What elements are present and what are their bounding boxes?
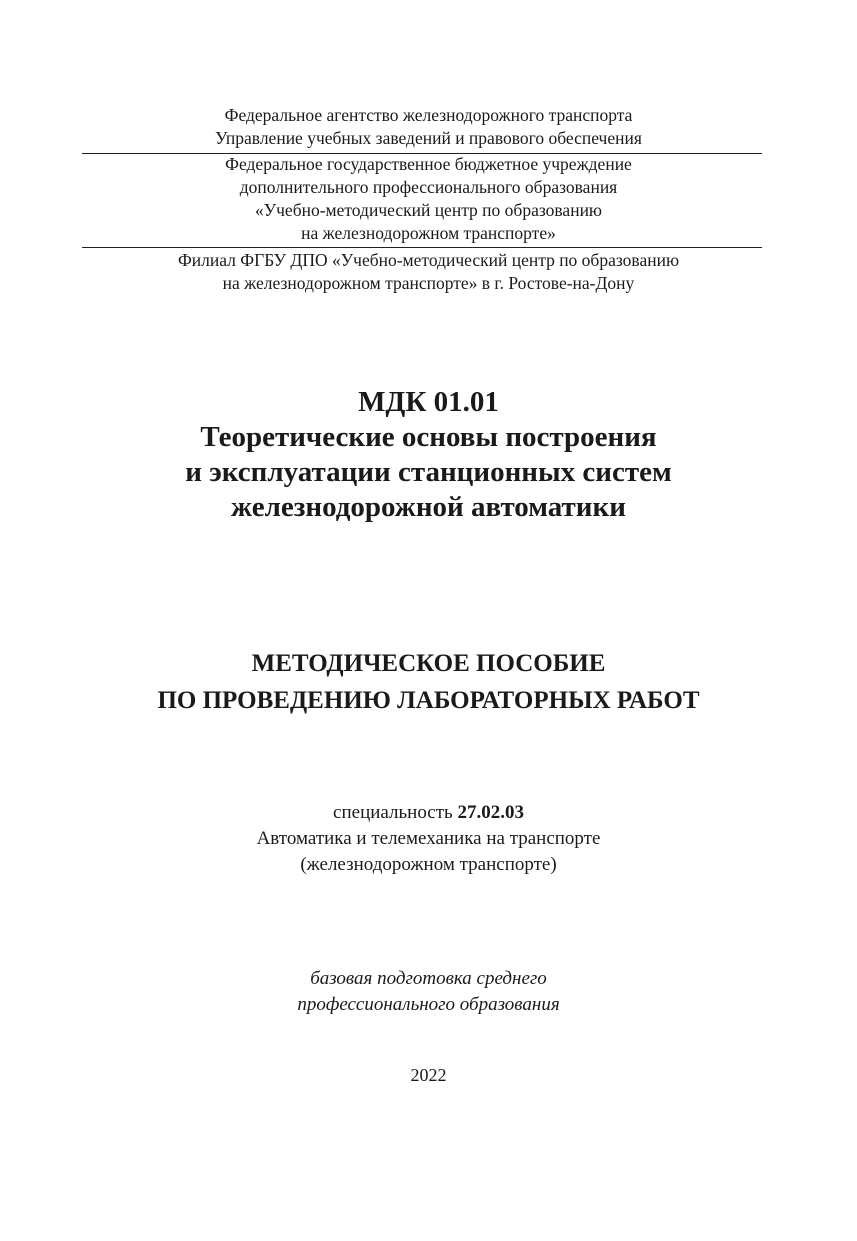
subtitle-line: МЕТОДИЧЕСКОЕ ПОСОБИЕ — [251, 650, 606, 677]
specialty-code: 27.02.03 — [457, 802, 524, 823]
level-line: базовая подготовка среднего — [310, 968, 547, 989]
specialty-prefix: специальность — [333, 802, 458, 823]
title-line: Теоретические основы построения — [200, 421, 657, 453]
title-line: и эксплуатации станционных систем — [185, 456, 672, 488]
subtitle-line: ПО ПРОВЕДЕНИЮ ЛАБОРАТОРНЫХ РАБОТ — [157, 687, 700, 714]
publication-year — [0, 1063, 857, 1087]
specialty-line: (железнодорожном транспорте) — [300, 854, 557, 875]
header-agency — [0, 104, 857, 150]
title-line: железнодорожной автоматики — [231, 491, 626, 523]
agency-line: Федеральное агентство железнодорожного транспорта — [224, 105, 633, 125]
institution-line: «Учебно-методический центр по образованию — [254, 200, 603, 220]
document-title — [0, 385, 857, 525]
header-divider — [82, 247, 762, 248]
training-level — [0, 966, 857, 1018]
branch-line: Филиал ФГБУ ДПО «Учебно-методический центр по образованию — [177, 250, 680, 270]
institution-line: на железнодорожном транспорте» — [301, 223, 556, 243]
institution-line: Федеральное государственное бюджетное учреждение — [225, 154, 632, 174]
year-text: 2022 — [410, 1065, 447, 1085]
specialty-block — [0, 800, 857, 878]
document-subtitle — [0, 645, 857, 719]
specialty-line: Автоматика и телемеханика на транспорте — [256, 828, 601, 849]
specialty-heading — [0, 800, 857, 826]
header-branch — [0, 249, 857, 295]
branch-line: на железнодорожном транспорте» в г. Ростове-на-Дону — [222, 273, 635, 293]
agency-line: Управление учебных заведений и правового обеспечения — [215, 128, 642, 148]
title-code: МДК 01.01 — [358, 386, 499, 418]
level-line: профессионального образования — [297, 994, 560, 1015]
header-institution — [0, 153, 857, 245]
institution-line: дополнительного профессионального образования — [239, 177, 618, 197]
